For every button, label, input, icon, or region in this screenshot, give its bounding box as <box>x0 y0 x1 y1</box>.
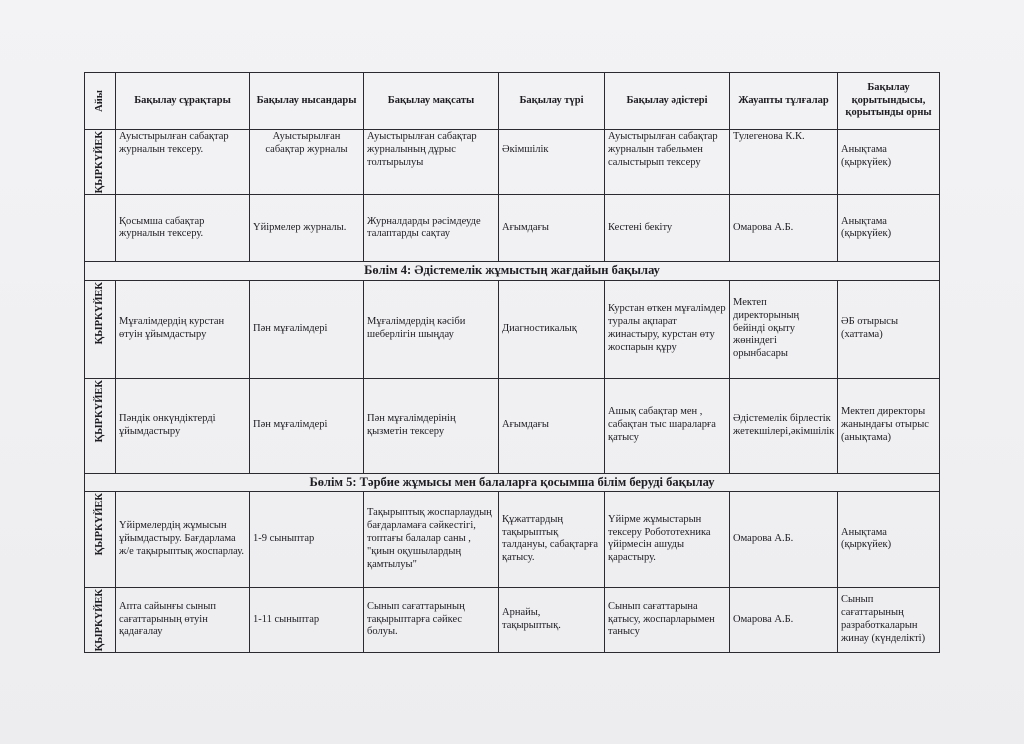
questions-cell: Ауыстырылған сабақтар журналын тексеру. <box>116 130 250 195</box>
month-label: ҚЫРКҮЙЕК <box>94 588 106 652</box>
result-cell: Анықтама (қыркүйек) <box>838 491 940 587</box>
section-row <box>85 262 940 280</box>
objects-cell: Пән мұғалімдері <box>250 280 364 378</box>
questions-cell: Пәндік онкүндіктерді ұйымдастыру <box>116 378 250 473</box>
questions-cell: Қосымша сабақтар журналын тексеру. <box>116 195 250 262</box>
responsible-cell: Омарова А.Б. <box>730 195 838 262</box>
type-cell: Құжаттардың тақырыптық талдануы, сабақтарға қатысу. <box>499 491 605 587</box>
header-questions: Бақылау сұрақтары <box>116 73 250 130</box>
questions-cell: Үйірмелердің жұмысын ұйымдастыру. Бағдарлама ж/е тақырыптық жоспарлау. <box>116 491 250 587</box>
header-result: Бақылау қорытындысы, қорытынды орны <box>838 73 940 130</box>
header-type: Бақылау түрі <box>499 73 605 130</box>
month-cell <box>85 280 116 378</box>
type-cell: Ағымдағы <box>499 378 605 473</box>
control-plan-table <box>84 72 940 653</box>
section-5-title: Бөлім 5: Тәрбие жұмысы мен балаларға қосымша білім беруді бақылау <box>85 473 940 491</box>
table-row <box>85 378 940 473</box>
header-month-label: Айы <box>94 90 106 112</box>
month-cell <box>85 491 116 587</box>
header-goal: Бақылау мақсаты <box>364 73 499 130</box>
methods-cell: Кестені бекіту <box>605 195 730 262</box>
table-row <box>85 280 940 378</box>
type-cell: Диагностикалық <box>499 280 605 378</box>
objects-cell: Пән мұғалімдері <box>250 378 364 473</box>
table-row <box>85 130 940 195</box>
goal-cell: Пән мұғалімдерінің қызметін тексеру <box>364 378 499 473</box>
month-cell <box>85 587 116 652</box>
type-cell: Ағымдағы <box>499 195 605 262</box>
result-cell: ӘБ отырысы (хаттама) <box>838 280 940 378</box>
header-responsible: Жауапты тұлғалар <box>730 73 838 130</box>
result-cell: Мектеп директоры жанындағы отырыс (анықтама) <box>838 378 940 473</box>
month-label: ҚЫРКҮЙЕК <box>94 492 106 556</box>
header-methods: Бақылау әдістері <box>605 73 730 130</box>
month-cell <box>85 130 116 195</box>
header-month <box>85 73 116 130</box>
result-cell: Анықтама (қыркүйек) <box>838 130 940 195</box>
objects-cell: 1-9 сыныптар <box>250 491 364 587</box>
goal-cell: Сынып сағаттарының тақырыптарға сәйкес болуы. <box>364 587 499 652</box>
result-cell: Анықтама (қыркүйек) <box>838 195 940 262</box>
methods-cell: Курстан өткен мұғалімдер туралы ақпарат жинастыру, курстан өту жоспарын құру <box>605 280 730 378</box>
questions-cell: Мұғалімдердің курстан өтуін ұйымдастыру <box>116 280 250 378</box>
responsible-cell: Әдістемелік бірлестік жетекшілері,әкімшілік <box>730 378 838 473</box>
goal-cell: Ауыстырылған сабақтар журналының дұрыс толтырылуы <box>364 130 499 195</box>
methods-cell: Сынып сағаттарына қатысу, жоспарларымен танысу <box>605 587 730 652</box>
table-row <box>85 195 940 262</box>
month-label: ҚЫРКҮЙЕК <box>94 131 106 194</box>
result-cell: Сынып сағаттарының разработкаларын жинау (күнделікті) <box>838 587 940 652</box>
goal-cell: Тақырыптық жоспарлаудың бағдарламаға сәйкестігі, топтағы балалар саны , "қиын оқушылардың қамтылуы" <box>364 491 499 587</box>
month-cell <box>85 195 116 262</box>
month-label: ҚЫРКҮЙЕК <box>94 281 106 344</box>
objects-cell: 1-11 сыныптар <box>250 587 364 652</box>
table-row <box>85 491 940 587</box>
methods-cell: Үйірме жұмыстарын тексеру Робототехника үйірмесін ашуды қарастыру. <box>605 491 730 587</box>
month-cell <box>85 378 116 473</box>
objects-cell: Үйірмелер журналы. <box>250 195 364 262</box>
section-row <box>85 473 940 491</box>
header-row <box>85 73 940 130</box>
methods-cell: Ауыстырылған сабақтар журналын табельмен салыстырып тексеру <box>605 130 730 195</box>
responsible-cell: Мектеп директорының бейінді оқыту жөніндегі орынбасары <box>730 280 838 378</box>
type-cell: Арнайы, тақырыптық. <box>499 587 605 652</box>
goal-cell: Журналдарды рәсімдеуде талаптарды сақтау <box>364 195 499 262</box>
responsible-cell: Омарова А.Б. <box>730 491 838 587</box>
section-4-title: Бөлім 4: Әдістемелік жұмыстың жағдайын бақылау <box>85 262 940 280</box>
questions-cell: Апта сайынғы сынып сағаттарының өтуін қадағалау <box>116 587 250 652</box>
table-row <box>85 587 940 652</box>
header-objects: Бақылау нысандары <box>250 73 364 130</box>
objects-cell: Ауыстырылған сабақтар журналы <box>250 130 364 195</box>
type-cell: Әкімшілік <box>499 130 605 195</box>
goal-cell: Мұғалімдердің кәсіби шеберлігін шыңдау <box>364 280 499 378</box>
responsible-cell: Тулегенова К.К. <box>730 130 838 195</box>
month-label: ҚЫРКҮЙЕК <box>94 379 106 442</box>
responsible-cell: Омарова А.Б. <box>730 587 838 652</box>
methods-cell: Ашық сабақтар мен , сабақтан тыс шараларға қатысу <box>605 378 730 473</box>
